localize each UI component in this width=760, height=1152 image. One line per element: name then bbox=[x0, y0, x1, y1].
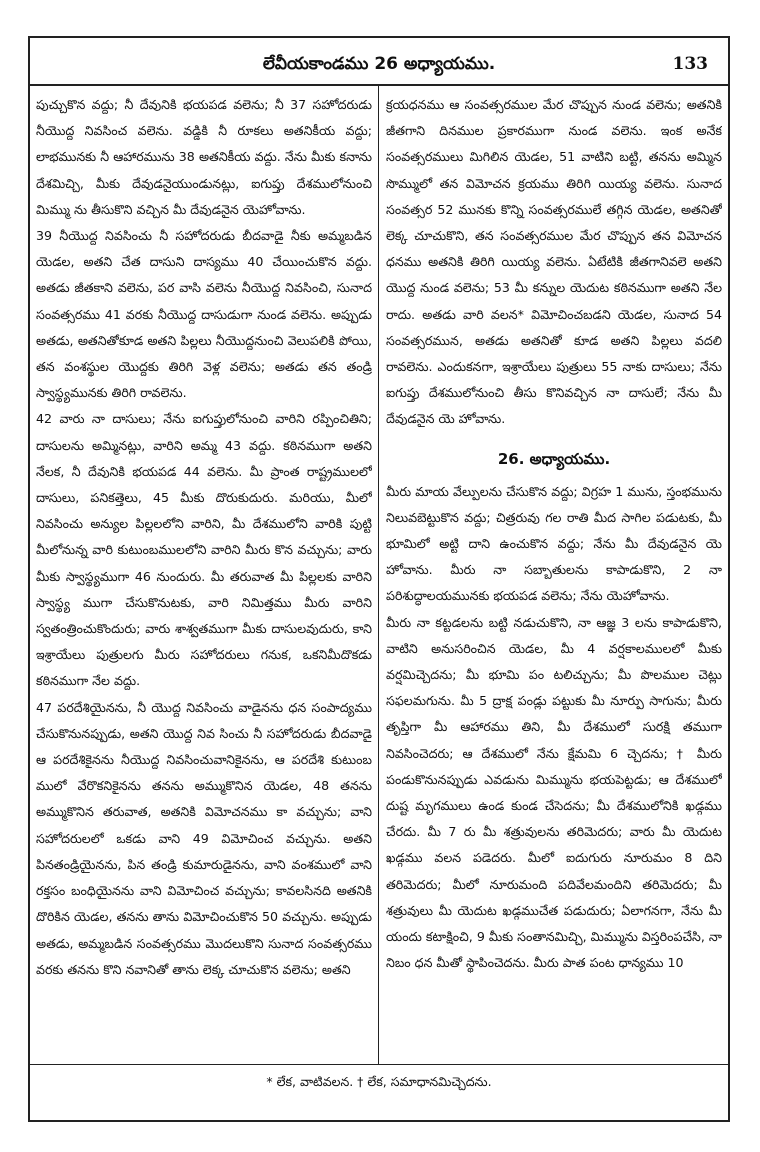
page-number: 133 bbox=[672, 54, 708, 74]
right-paragraph: క్రయధనము ఆ సంవత్సరముల మేర చొప్పున నుండ వలెను; అతనికి జీతగాని దినముల ప్రకారముగా నుండ వలెను. ఇంక అనేక సంవత్సరములు మిగిలిన యెడల, 51 వాటిని బట్టి, తనను అమ్మిన సొమ్ములో తన విమోచన క్రయము తిరిగి యియ్య వలెను. సునాద సంవత్సర 52 మునకు కొన్ని సంవత్సరములే తగ్గిన యెడల, అతనితో లెక్క చూచుకొని, తన సంవత్సరముల మేర చొప్పున తన విమోచన ధనము అతనికి తిరిగి యియ్య వలెను. ఏటేటికి జీతగానివలె అతని యొద్ద నుండ వలెను; 53 మీ కన్నుల యెదుట కఠినముగా అతని నేల రాదు. అతడు వారి వలన* విమోచించబడని యెడల, సునాద 54 సంవత్సరమున, అతడు అతనితో కూడ అతని పిల్లలు వదలి రావలెను. ఎందుకనగా, ఇశ్రాయేలు పుత్రులు 55 నాకు దాసులు; నేను ఐగుప్తు దేశములోనుంచి తీసు కొనివచ్చిన నా దాసులే; నేను మీ దేవుడనైన యె హోవాను. bbox=[386, 97, 722, 427]
left-paragraph: పుచ్చుకొన వద్దు; నీ దేవునికి భయపడ వలెను; నీ 37 సహోదరుడు నీయొద్ద నివసించ వలెను. వడ్డికి నీ రూకలు అతనికీయ వద్దు; లాభమునకు నీ ఆహారమును 38 అతనికీయ వద్దు. నేను మీకు కనాను దేశమిచ్చి, మీకు దేవుడనైయుండునట్లు, ఐగుప్తు దేశములోనుంచి మిమ్ము ను తీసుకొని వచ్చిన మీ దేవుడనైన యెహోవాను. bbox=[36, 97, 372, 217]
footnote-rule bbox=[28, 1064, 730, 1065]
right-paragraph: మీరు మాయ వేల్పులను చేసుకొన వద్దు; విగ్రహ 1 మును, స్తంభమును నిలువబెట్టుకొన వద్దు; చిత్రరువు గల రాతి మీద సాగిల పడుటకు, మీ భూమిలో అట్టి దాని ఉంచుకొన వద్దు; నేను మీ దేవుడనైన యె హోవాను. మీరు నా సబ్బాతులను కాపాడుకొని, 2 నా పరిశుద్ధాలయమునకు భయపడ వలెను; నేను యెహోవాను. bbox=[386, 483, 722, 604]
running-title: లేవీయకాండము 26 అధ్యాయము. bbox=[262, 54, 496, 74]
header-rule bbox=[28, 84, 730, 86]
column-divider bbox=[378, 86, 379, 1064]
page-header bbox=[28, 44, 730, 84]
right-paragraph: మీరు నా కట్టడలను బట్టి నడుచుకొని, నా ఆజ్ఞ 3 లను కాపాడుకొని, వాటిని అనుసరించిన యెడల, మీ 4 వర్షకాలములలో మీకు వర్షమిచ్చెదను; మీ భూమి పం టలిచ్చును; మీ పొలముల చెట్లు సఫలమగును. మీ 5 ద్రాక్ష పండ్లు పట్టుకు మీ నూర్పు సాగును; మీరు తృప్తిగా మీ ఆహారము తిని, మీ దేశములో సురక్షి తముగా నివసించెదరు; ఆ దేశములో నేను క్షేమమి 6 చ్చెదను; † మీరు పండుకొనునప్పుడు ఎవడును మిమ్మును భయపెట్టడు; ఆ దేశములో దుష్ట మృగములు ఉండ కుండ చేసెదను; మీ దేశములోనికి ఖడ్గము చేరదు. మీ 7 రు మీ శత్రువులను తరిమెదరు; వారు మీ యెదుట ఖడ్గము వలన పడెదరు. మీలో ఐదుగురు నూరుమం 8 దిని తరిమెదరు; మీలో నూరుమంది పదివేలమందిని తరిమెదరు; మీ శత్రువులు మీ యెదుట ఖడ్గముచేత పడుదురు; ఏలాగనగా, నేను మీ యందు కటాక్షించి, 9 మీకు సంతానమిచ్చి, మిమ్మును విస్తరింపచేసి, నా నిబం ధన మీతో స్థాపించెదను. మీరు పాత పంట ధాన్యము 10 bbox=[386, 614, 722, 971]
left-paragraph: 42 వారు నా దాసులు; నేను ఐగుప్తులోనుంచి వారిని రప్పించితిని; దాసులను అమ్మినట్లు, వారిని అమ్మ 43 వద్దు. కఠినముగా అతని నేలక, నీ దేవునికి భయపడ 44 వలెను. మీ ప్రాంత రాష్ట్రములలో దాసులు, పనికత్తెలు, 45 మీకు దొరుకుదురు. మరియు, మీలో నివసించు అన్యుల పిల్లలలోని వారిని, మీ దేశములోని వారికి పుట్టి మీలోనున్న వారి కుటుంబములలోని వారిని మీరు కొన వచ్చును; వారు మీకు స్వాస్థ్యముగా 46 నుందురు. మీ తరువాత మీ పిల్లలకు వారిని స్వాస్థ్య ముగా చేసుకొనుటకు, వారి నిమిత్తము మీరు వారిని స్వతంత్రించుకొందురు; వారు శాశ్వతముగా మీకు దాసులవుదురు, కాని ఇశ్రాయేలు పుత్రులగు మీరు సహోదరులు గనుక, ఒకనిమీదొకడు కఠినముగా నేల వద్దు. bbox=[36, 411, 372, 689]
left-paragraph: 47 పరదేశియైనను, నీ యొద్ద నివసించు వాడైనను ధన సంపాద్యము చేసుకొనునప్పుడు, అతని యొద్ద నివ సించు నీ సహోదరుడు బీదవాడై ఆ పరదేశికైనను నీయొద్ద నివసించువానికైనను, ఆ పరదేశి కుటుంబ ములో వేరొకనికైనను తనను అమ్ముకొనిన యెడల, 48 తనను అమ్ముకొనిన తరువాత, అతనికి విమోచనము కా వచ్చును; వాని సహోదరులలో ఒకడు వాని 49 విమోచించ వచ్చును. అతని పినతండ్రియైనను, పిన తండ్రి కుమారుడైనను, వాని వంశములో వాని రక్తసం బంధియైనను వాని విమోచించ వచ్చును; కావలసినది అతనికి దొరికిన యెడల, తనను తాను విమోచించుకొన 50 వచ్చును. అప్పుడు అతడు, అమ్మబడిన సంవత్సరము మొదలుకొని సునాద సంవత్సరము వరకు తనను కొని నవానితో తాను లెక్క చూచుకొన వలెను; అతని bbox=[36, 699, 372, 977]
left-paragraph: 39 నీయొద్ద నివసించు నీ సహోదరుడు బీదవాడై నీకు అమ్మబడిన యెడల, అతని చేత దాసుని దాస్యము 40 చేయించుకొన వద్దు. అతడు జీతకాని వలెను, పర వాసి వలెను నీయొద్ద నివసించి, సునాద సంవత్సరము 41 వరకు నీయొద్ద దాసుడుగా నుండ వలెను. అప్పుడు అతడు, అతనితోకూడ అతని పిల్లలు నీయొద్దనుంచి వెలుపలికి పోయి, తన వంశస్థుల యొద్దకు తిరిగి వెళ్ల వలెను; అతడు తన తండ్రి స్వాస్థ్యమునకు తిరిగి రావలెను. bbox=[36, 228, 372, 401]
footnote: * లేక, వాటివలన. † లేక, సమాధానమిచ్చెదను. bbox=[266, 1074, 492, 1089]
left-column bbox=[36, 92, 372, 1062]
chapter-heading: 26. అధ్యాయము. bbox=[497, 449, 611, 468]
right-column bbox=[386, 92, 722, 1062]
